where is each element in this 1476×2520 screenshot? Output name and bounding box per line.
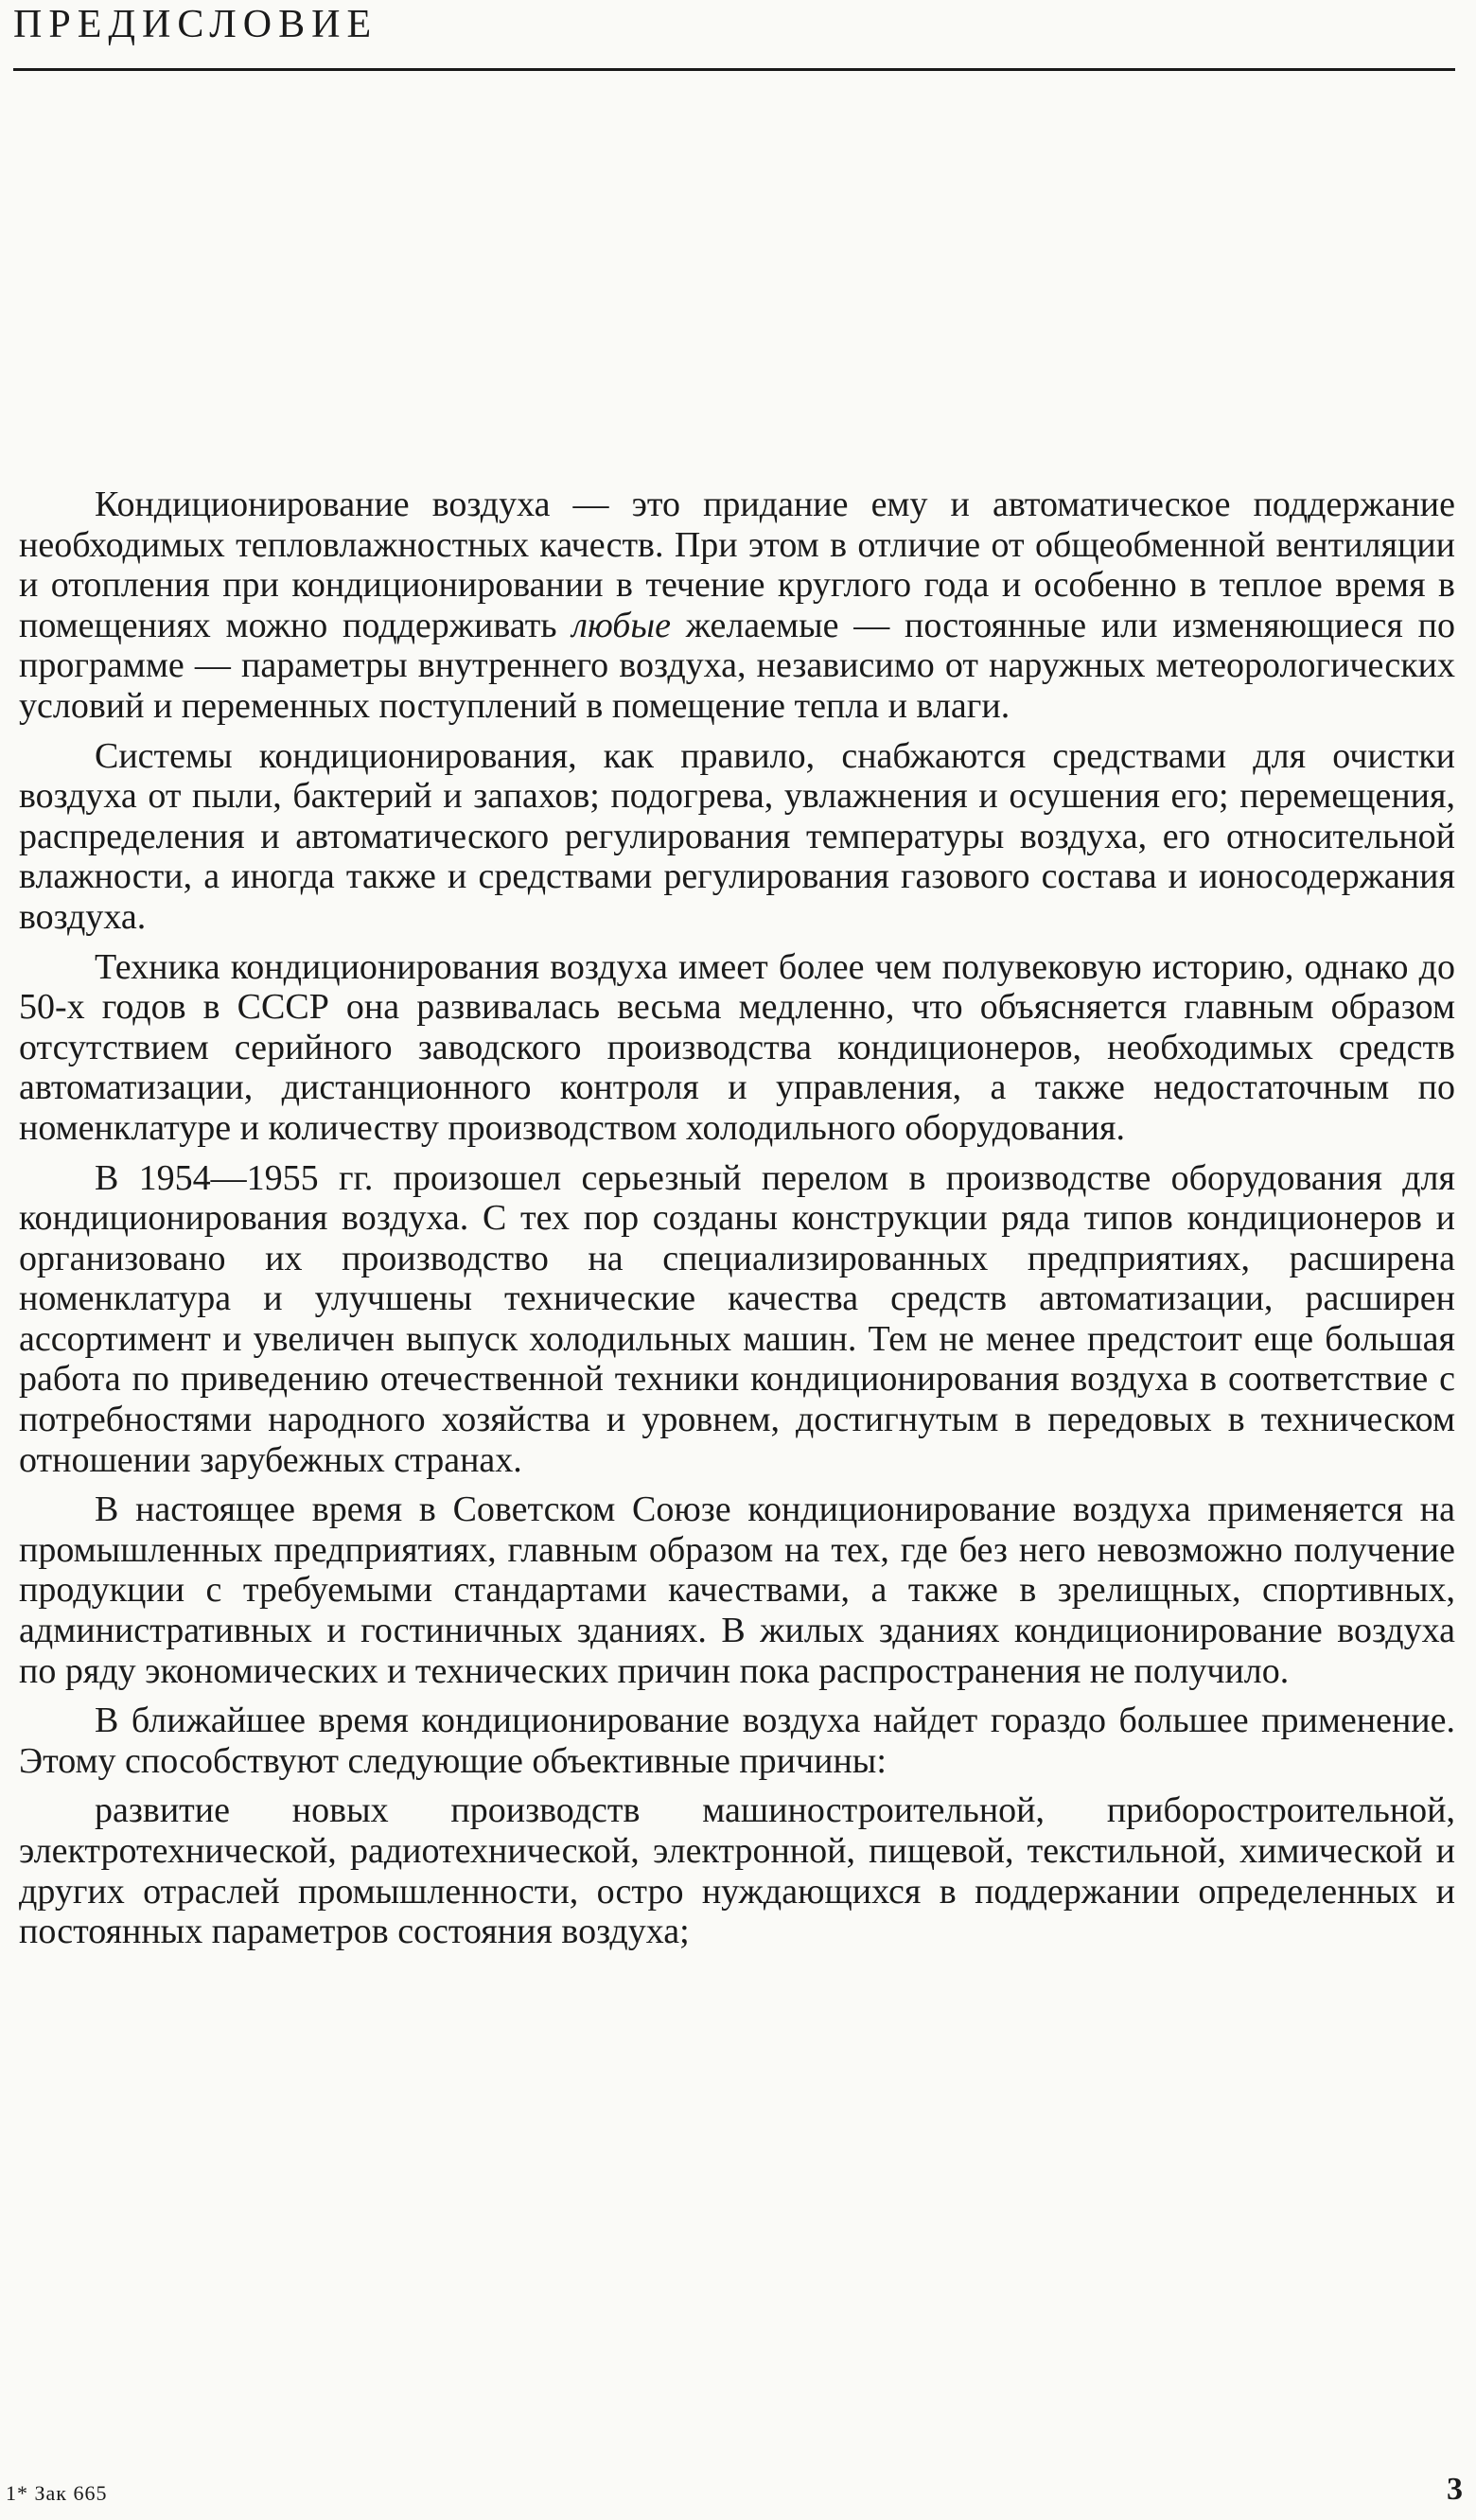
heading-rule bbox=[13, 68, 1455, 71]
paragraph-1-emphasis: любые bbox=[571, 605, 671, 645]
paragraph-5: В настоящее время в Советском Союзе кондиционирование воздуха применяется на промышленных предприятиях, главным образом на тех, где без него невозможно получение продукции с требуемыми стандартами качествами, а также в зрелищных, спортивных, административных и гостиничных зданиях. В жилых зданиях кондиционирование воздуха по ряду экономических и технических причин пока распространения не получило. bbox=[19, 1489, 1455, 1691]
paragraph-1-part-1: Кондиционирование воздуха — это придание ему и автоматическое поддержание необходимых тепловлажностных качеств. При этом в отличие от общеобменной вентиляции и отопления при кондиционировании в течение круглого года и особенно в теплое время в помещениях можно поддерживать bbox=[19, 485, 1455, 645]
paragraph-4: В 1954—1955 гг. произошел серьезный перелом в производстве оборудования для кондиционирования воздуха. С тех пор созданы конструкции ряда типов кондиционеров и организовано их производство на специализированных предприятиях, расширена номенклатура и улучшены технические качества средств автоматизации, расширен ассортимент и увеличен выпуск холодильных машин. Тем не менее предстоит еще большая работа по приведению отечественной техники кондиционирования воздуха в соответствие с потребностями народного хозяйства и уровнем, достигнутым в передовых в техническом отношении зарубежных странах. bbox=[19, 1157, 1455, 1480]
page-title: ПРЕДИСЛОВИЕ bbox=[13, 3, 378, 46]
paragraph-6: В ближайшее время кондиционирование воздуха найдет гораздо большее применение. Этому способствуют следующие объективные причины: bbox=[19, 1701, 1455, 1781]
paragraph-3: Техника кондиционирования воздуха имеет более чем полувековую историю, однако до 50-х годов в СССР она развивалась весьма медленно, что объясняется главным образом отсутствием серийного заводского производства кондиционеров, необходимых средств автоматизации, дистанционного контроля и управления, а также недостаточным по номенклатуре и количеству производством холодильного оборудования. bbox=[19, 946, 1455, 1148]
paragraph-1-part-2: желаемые — постоянные или изменяющиеся по программе — параметры внутреннего воздуха, независимо от наружных метеорологических условий и переменных поступлений в помещение тепла и влаги. bbox=[19, 605, 1455, 726]
paragraph-7: развитие новых производств машиностроительной, приборостроительной, электротехнической, радиотехнической, электронной, пищевой, текстильной, химической и других отраслей промышленности, остро нуждающихся в поддержании определенных и постоянных параметров состояния воздуха; bbox=[19, 1790, 1455, 1952]
paragraph-1 bbox=[19, 485, 1455, 727]
printer-signature: 1* Зак 665 bbox=[6, 2481, 108, 2505]
body-text bbox=[19, 485, 1455, 1962]
page-number: 3 bbox=[1447, 2472, 1463, 2507]
paragraph-2: Системы кондиционирования, как правило, снабжаются средствами для очистки воздуха от пыли, бактерий и запахов; подогрева, увлажнения и осушения его; перемещения, распределения и автоматического регулирования температуры воздуха, его относительной влажности, а иногда также и средствами регулирования газового состава и ионосодержания воздуха. bbox=[19, 735, 1455, 937]
